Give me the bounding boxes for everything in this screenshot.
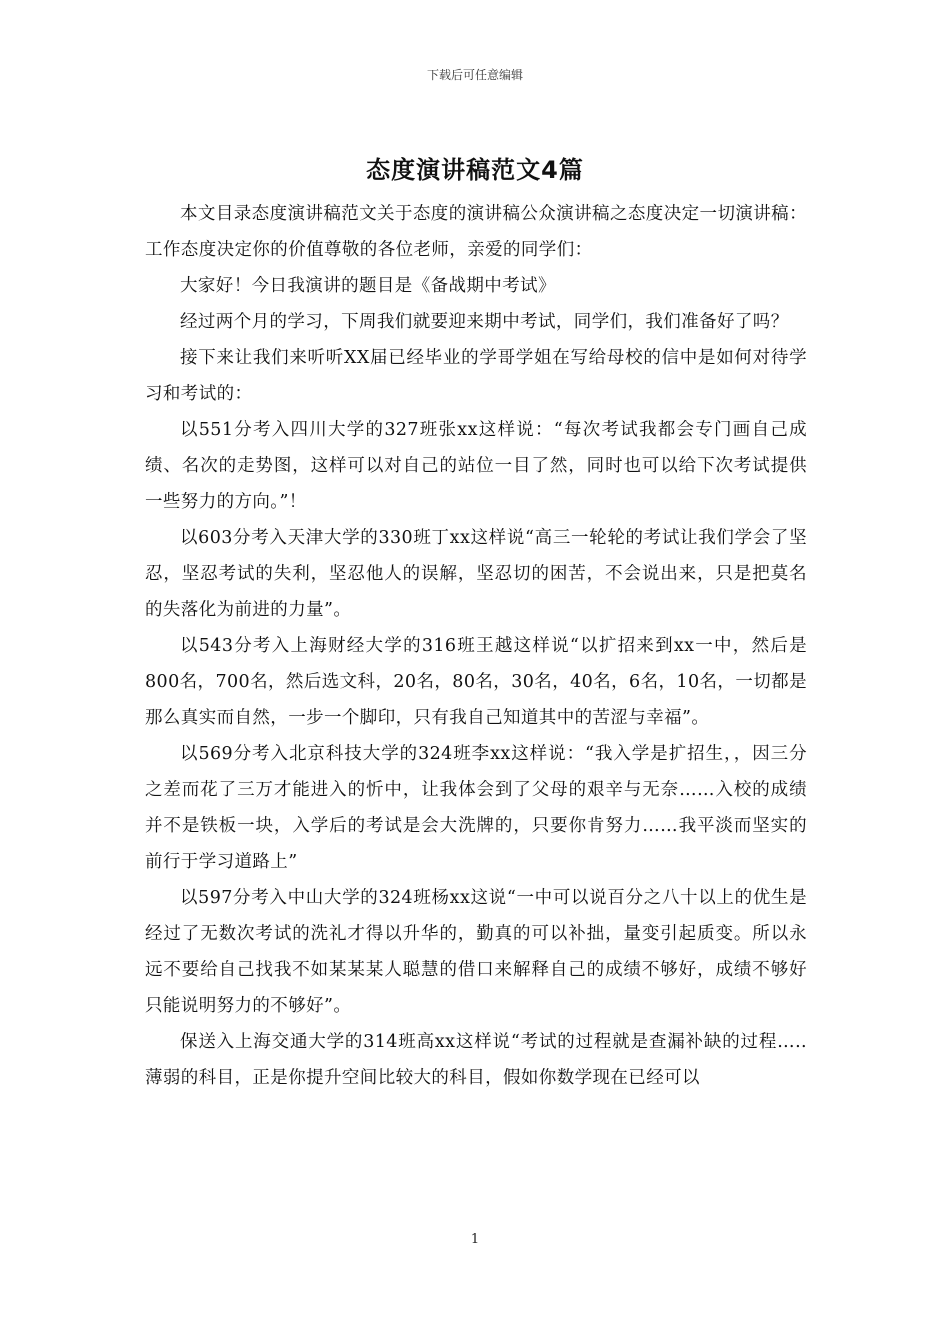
document-body	[145, 196, 807, 1096]
header-note: 下载后可任意编辑	[426, 68, 523, 82]
paragraph: 保送入上海交通大学的314班高xx这样说“考试的过程就是查漏补缺的过程…..薄弱的科目，正是你提升空间比较大的科目，假如你数学现在已经可以	[145, 1032, 807, 1088]
paragraph: 本文目录态度演讲稿范文关于态度的演讲稿公众演讲稿之态度决定一切演讲稿：工作态度决定你的价值尊敬的各位老师，亲爱的同学们：	[145, 204, 807, 260]
paragraph: 接下来让我们来听听XX届已经毕业的学哥学姐在写给母校的信中是如何对待学习和考试的：	[145, 348, 807, 404]
document-title: 态度演讲稿范文4篇	[366, 156, 584, 184]
paragraph: 以551分考入四川大学的327班张xx这样说：“每次考试我都会专门画自己成绩、名次的走势图，这样可以对自己的站位一目了然，同时也可以给下次考试提供一些努力的方向。”！	[145, 420, 807, 512]
page-number: 1	[470, 1232, 480, 1247]
paragraph: 以603分考入天津大学的330班丁xx这样说“高三一轮轮的考试让我们学会了坚忍，坚忍考试的失利，坚忍他人的误解，坚忍切的困苦，不会说出来，只是把莫名的失落化为前进的力量”。	[145, 528, 807, 620]
paragraph: 经过两个月的学习，下周我们就要迎来期中考试，同学们，我们准备好了吗？	[180, 312, 789, 332]
paragraph: 以597分考入中山大学的324班杨xx这说“一中可以说百分之八十以上的优生是经过了无数次考试的洗礼才得以升华的，勤真的可以补拙，量变引起质变。所以永远不要给自己找我不如某某某人聪慧的借口来解释自己的成绩不够好，成绩不够好只能说明努力的不够好”。	[145, 888, 807, 1016]
paragraph: 大家好！今日我演讲的题目是《备战期中考试》	[180, 276, 556, 296]
paragraph: 以543分考入上海财经大学的316班王越这样说“以扩招来到xx一中，然后是800名，700名，然后选文科，20名，80名，30名，40名，6名，10名，一切都是那么真实而自然，一步一个脚印，只有我自己知道其中的苦涩与幸福”。	[145, 636, 807, 728]
paragraph: 以569分考入北京科技大学的324班李xx这样说：“我入学是扩招生，，因三分之差而花了三万才能进入的忻中，让我体会到了父母的艰辛与无奈……入校的成绩并不是铁板一块，入学后的考试是会大洗牌的，只要你肯努力……我平淡而坚实的前行于学习道路上”	[145, 744, 807, 872]
